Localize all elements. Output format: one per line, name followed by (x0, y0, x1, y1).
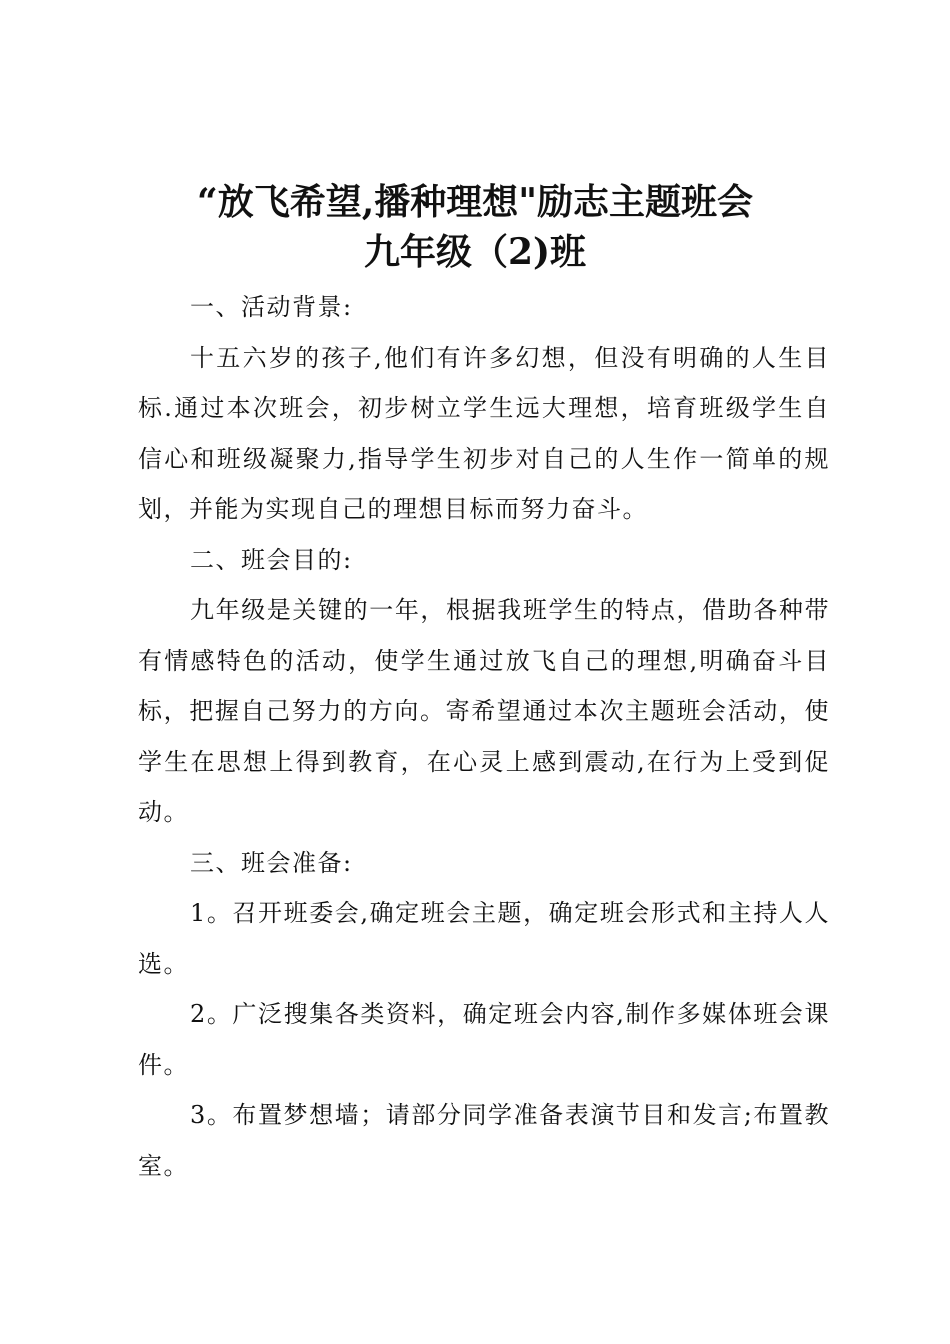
text-line: 标.通过本次班会，初步树立学生远大理想，培育班级学生自 (138, 394, 830, 422)
text-line: 二、班会目的: (190, 545, 353, 574)
text-line: 三、班会准备: (190, 848, 353, 877)
text-line: 一、活动背景: (190, 293, 353, 321)
text-line: 选。 (138, 949, 189, 978)
text-line: 3。布置梦想墙；请部分同学准备表演节目和发言;布置教 (190, 1101, 830, 1129)
text-line: 划，并能为实现自己的理想目标而努力奋斗。 (138, 495, 648, 523)
text-line: 有情感特色的活动，使学生通过放飞自己的理想,明确奋斗目 (138, 646, 830, 675)
text-line: 标，把握自己努力的方向。寄希望通过本次主题班会活动，使 (138, 697, 830, 725)
text-line: 2。广泛搜集各类资料，确定班会内容,制作多媒体班会课 (190, 1000, 830, 1028)
text-line: 件。 (138, 1050, 189, 1079)
text-line: 九年级是关键的一年，根据我班学生的特点，借助各种带 (190, 596, 830, 624)
text-line: 动。 (138, 798, 189, 826)
document-body (138, 282, 830, 1191)
text-line: 1。召开班委会,确定班会主题，确定班会形式和主持人人 (190, 899, 830, 927)
text-line: 学生在思想上得到教育，在心灵上感到震动,在行为上受到促 (138, 747, 830, 776)
text-line: 信心和班级凝聚力,指导学生初步对自己的人生作一简单的规 (138, 444, 830, 473)
text-line: 室。 (138, 1151, 189, 1180)
document-title: “放飞希望,播种理想"励志主题班会 (197, 181, 753, 223)
document-subtitle: 九年级（2)班 (363, 231, 587, 273)
text-line: 十五六岁的孩子,他们有许多幻想，但没有明确的人生目 (190, 343, 830, 372)
